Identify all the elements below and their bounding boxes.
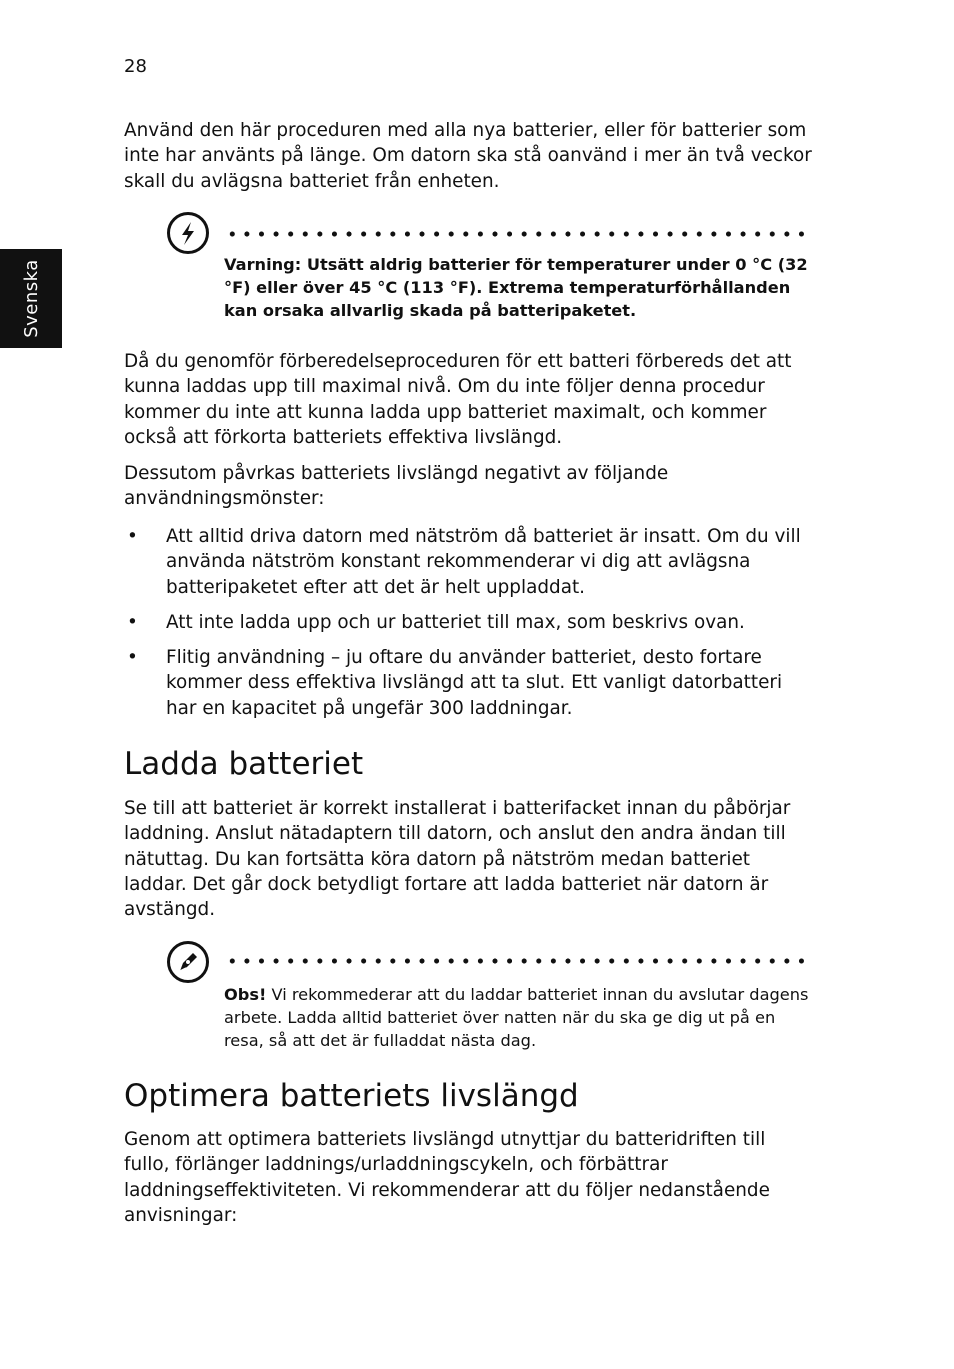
intro-paragraph: Använd den här proceduren med alla nya batterier, eller för batterier som inte har använts på länge. Om datorn ska stå oanvänd i mer än två veckor skall du avlägsna batteriet från enheten. (124, 120, 812, 192)
optimize-paragraph: Genom att optimera batteriets livslängd utnyttjar du batteridriften till fullo, förlänger laddnings/urladdningscykeln, och förbättrar laddningseffektiviteten. Vi rekommenderar att du följer nedanstående anvisningar: (124, 1129, 770, 1226)
list-item (124, 610, 814, 635)
list-item (124, 645, 814, 721)
heading-optimize-battery: Optimera batteriets livslängd (124, 1078, 579, 1114)
bullet-text: Flitig användning – ju oftare du använder batteriet, desto fortare kommer dess effektiva livslängd att ta slut. Ett vanligt datorbatteri har en kapacitet på ungefär 300 laddningar. (166, 647, 783, 719)
usage-bullet-list (124, 524, 814, 721)
warning-dotted-rule (225, 231, 810, 237)
bullet-marker: • (127, 647, 138, 669)
warning-text: Varning: Utsätt aldrig batterier för temperaturer under 0 °C (32 °F) eller över 45 °C (113 °F). Extrema temperaturförhållanden kan orsaka allvarlig skada på batteripaketet. (224, 255, 808, 320)
bullet-marker: • (127, 611, 138, 633)
language-side-tab (0, 249, 62, 348)
note-label: Obs! (224, 985, 267, 1004)
charge-paragraph: Se till att batteriet är korrekt installerat i batterifacket innan du påbörjar laddning. Anslut nätadaptern till datorn, och anslut den andra ändan till nätuttag. Du kan fortsätta köra datorn på nätström medan batteriet laddar. Det går dock betydligt fortare att ladda batteriet när datorn är avstängd. (124, 798, 791, 921)
note-text (224, 983, 814, 1052)
bullet-text: Att alltid driva datorn med nätström då batteriet är insatt. Om du vill använda nätström konstant rekommenderar vi dig att avlägsna batteripaketet efter att det är helt uppladdat. (166, 526, 801, 598)
warning-bolt-icon (167, 212, 209, 254)
note-dotted-rule (225, 958, 810, 964)
note-body: Vi rekommederar att du laddar batteriet innan du avslutar dagens arbete. Ladda alltid batteriet över natten när du ska ge dig ut på en resa, så att det är fulladdat nästa dag. (224, 985, 809, 1050)
side-tab-label: Svenska (20, 259, 42, 338)
bullet-marker: • (127, 526, 138, 547)
usage-paragraph: Dessutom påvrkas batteriets livslängd negativt av följande användningsmönster: (124, 463, 669, 510)
list-item (124, 524, 814, 600)
page-number: 28 (124, 56, 147, 77)
note-pen-icon (167, 941, 209, 983)
conditioning-paragraph: Då du genomför förberedelseproceduren för ett batteri förbereds det att kunna laddas upp till maximal nivå. Om du inte följer denna procedur kommer du inte att kunna ladda upp batteriet maximalt, och kommer också att förkorta batteriets effektiva livslängd. (124, 351, 792, 448)
bullet-text: Att inte ladda upp och ur batteriet till max, som beskrivs ovan. (166, 611, 745, 633)
heading-charge-battery: Ladda batteriet (124, 746, 364, 782)
